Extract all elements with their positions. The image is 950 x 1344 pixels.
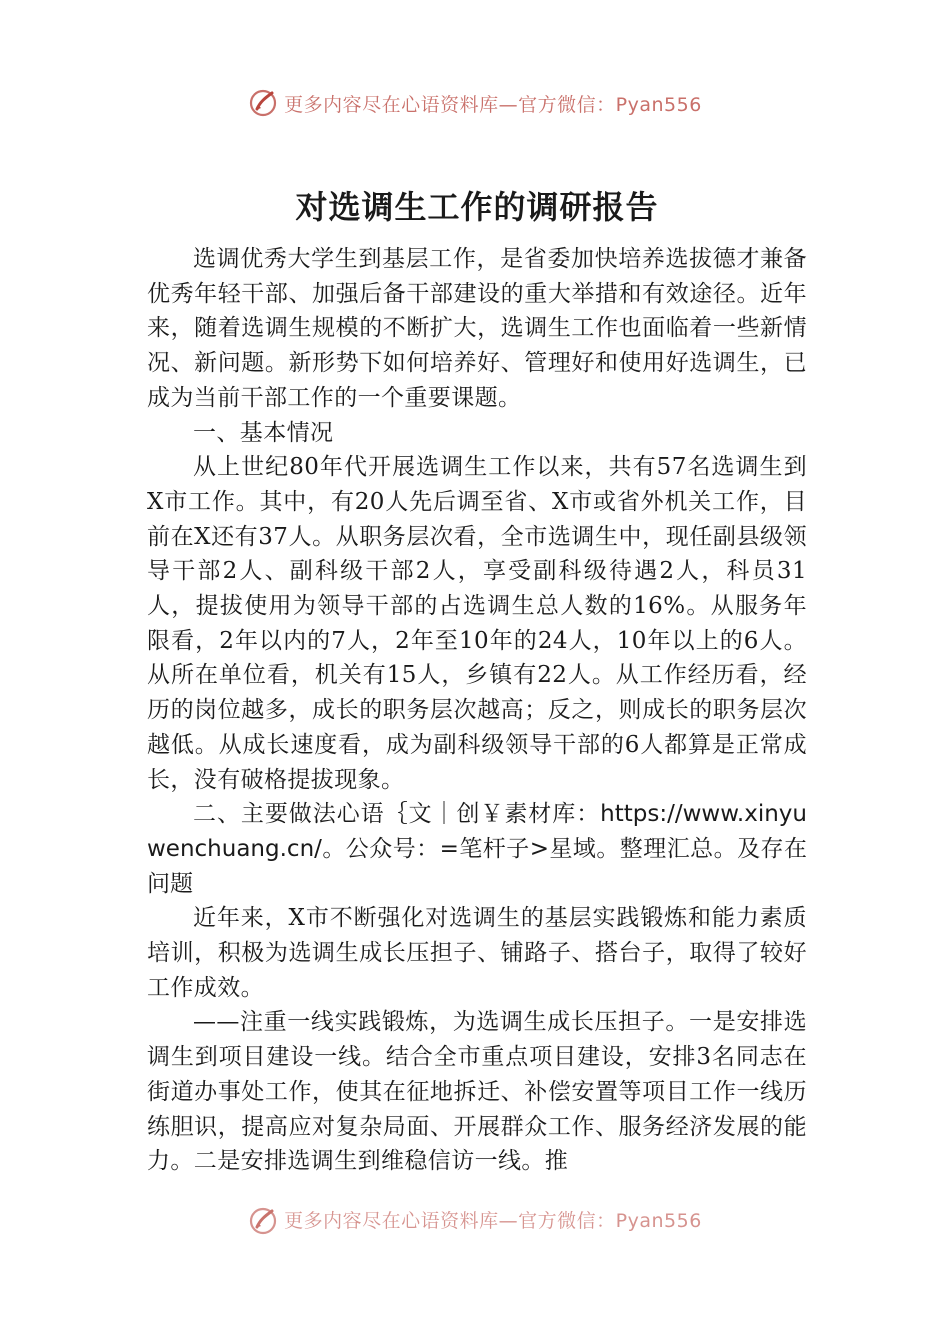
frontline-practice-paragraph: ——注重一线实践锻炼，为选调生成长压担子。一是安排选调生到项目建设一线。结合全市重点项目建设，安排3名同志在街道办事处工作，使其在征地拆迁、补偿安置等项目工作一线历练胆识，提高应对复杂局面、开展群众工作、服务经济发展的能力。二是安排选调生到维稳信访一线。推 (147, 1009, 807, 1175)
practices-intro-paragraph: 近年来，X市不断强化对选调生的基层实践锻炼和能力素质培训，积极为选调生成长压担子、铺路子、搭台子，取得了较好工作成效。 (147, 905, 807, 1001)
brush-logo-icon (248, 1206, 278, 1236)
brush-logo-icon (248, 88, 278, 118)
footer-watermark (0, 1206, 950, 1236)
intro-paragraph: 选调优秀大学生到基层工作，是省委加快培养选拔德才兼备优秀年轻干部、加强后备干部建设的重大举措和有效途径。近年来，随着选调生规模的不断扩大，选调生工作也面临着一些新情况、新问题。新形势下如何培养好、管理好和使用好选调生，已成为当前干部工作的一个重要课题。 (147, 246, 807, 411)
document-body (147, 184, 807, 1214)
section-heading-basic: 一、基本情况 (193, 419, 334, 446)
watermark-text: 更多内容尽在心语资料库—官方微信：Pyan556 (284, 93, 702, 116)
basic-situation-paragraph: 从上世纪80年代开展选调生工作以来，共有57名选调生到X市工作。其中，有20人先后调至省、X市或省外机关工作，目前在X还有37人。从职务层次看，全市选调生中，现任副县级领导干部2人、副科级干部2人，享受副科级待遇2人，科员31人，提拔使用为领导干部的占选调生总人数的16%。从服务年限看，2年以内的7人，2年至10年的24人，10年以上的6人。从所在单位看，机关有15人，乡镇有22人。从工作经历看，经历的岗位越多，成长的职务层次越高；反之，则成长的职务层次越低。从成长速度看，成为副科级领导干部的6人都算是正常成长，没有破格提拔现象。 (147, 454, 807, 793)
watermark-text: 更多内容尽在心语资料库—官方微信：Pyan556 (284, 1210, 702, 1232)
document-title: 对选调生工作的调研报告 (295, 188, 659, 226)
header-watermark (0, 83, 950, 123)
section-heading-practices: 二、主要做法心语｛文｜创￥素材库：https://www.xinyuwenchuang.cn/。公众号：=笔杆子>星域。整理汇总。及存在问题 (147, 801, 807, 897)
